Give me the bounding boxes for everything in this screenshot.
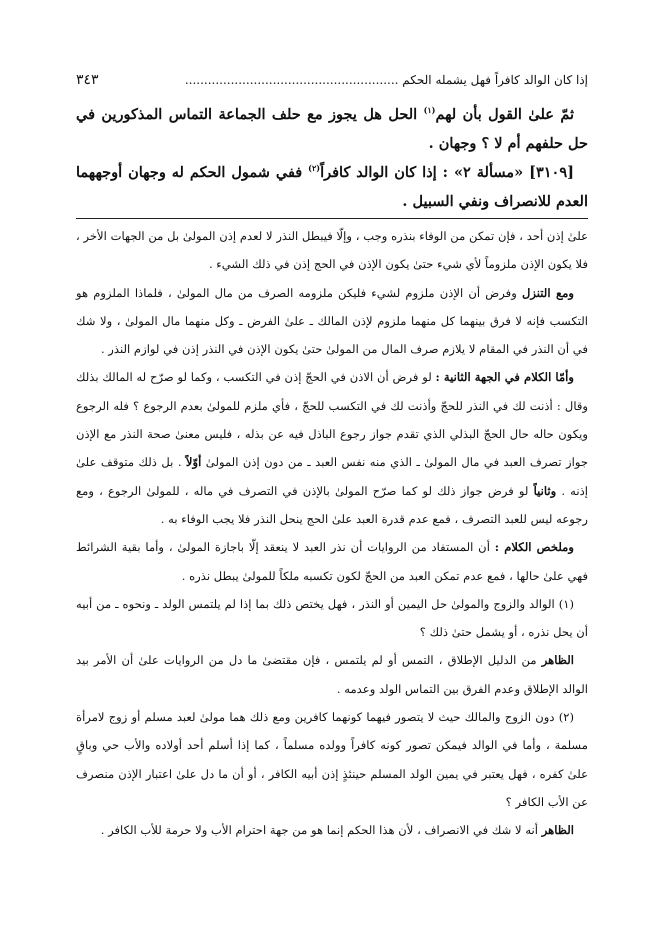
main-p1-text: ثمّ علىٰ القول بأن لهم [435,106,575,123]
paragraph-text: أن المستفاد من الروايات أن نذر العبد لا ينعقد إلّا باجازة المولىٰ ، وأما بقية الشرائط فهي علىٰ حالها ، فمع عدم تمكن العبد من الحجّ لكون تكسبه ملكاً للمولىٰ يبطل نذره . [76,540,588,583]
bold-lead: الظاهر [541,823,574,838]
issue-number: [٣١٠٩] [529,164,574,181]
paragraph-text: وفرض أن الإذن ملزوم لشيء فليكن ملزومه الصرف من مال المولىٰ ، فلماذا الملزوم هو التكسب فإنه لا فرق بينهما كل منهما ملزوم لإذن المالك ـ علىٰ الفرض ـ وكل منهما مال المولىٰ ، ولا شك في أن النذر في المقام لا يلازم صرف المال من المولىٰ حتىٰ يكون الإذن في النذر إذن في لوازم النذر . [76,285,588,357]
running-title [185,70,588,90]
paragraph-text: لو فرض أن الاذن في الحجّ إذن في التكسب ، وكما لو صرّح له المالك بذلك وقال : أذنت لك في النذر للحجّ وأذنت لك في التكسب للحجّ ، فأي ملزم للمولىٰ بعدم الرجوع ؟ فله الرجوع ويكون حاله حال الحجّ البذلي الذي تقدم جواز رجوع الباذل فيه عن بذله ، فليس معنىٰ صحة النذر مع الإذن جواز تصرف العبد في مال المولىٰ ـ الذي منه نفس العبد ـ من دون إذن المولىٰ [76,370,588,470]
issue-heading: «مسألة ٢» : إذا كان الوالد كافراً [320,164,530,181]
paragraph-text: من الدليل الإطلاق ، التمس أو لم يلتمس ، فإن مقتضىٰ ما دل من الروايات علىٰ أن الأمر بيد الوالد الإطلاق وعدم الفرق بين التماس الولد وعدمه . [76,653,588,696]
footnote-2-answer [76,816,588,844]
paragraph-text: لو فرض جواز ذلك لو كما صرّح المولىٰ بالإذن في التصرف في ماله ، للمولىٰ الرجوع ، ومع رجوعه ليس للعبد التصرف ، فمع عدم قدرة العبد علىٰ الحج ينحل النذر فلا يجب الوفاء به . [76,483,588,526]
main-text [76,100,588,216]
bold-lead: وأمّا الكلام في الجهة الثانية : [435,370,574,385]
leader-dots: ........................................................ [184,73,399,87]
footnote-1 [76,590,588,647]
bold-secondly: وثانياً [533,483,557,498]
footnotes [76,222,588,845]
footnote-ref-2: (٢) [308,163,321,174]
bold-firstly: أوّلاً [185,455,202,470]
footnote-1-answer [76,646,588,703]
page-header [76,70,588,90]
paragraph-text: (١) الوالد والزوج والمولىٰ حل اليمين أو النذر ، فهل يختص ذلك بما إذا لم يلتمس الولد ـ ونحوه ـ من أبيه أن يحل نذره ، أو يشمل حتىٰ ذلك ؟ [76,596,588,640]
bold-lead: الظاهر [541,653,574,668]
bold-lead: ومع التنزل [521,285,575,300]
main-paragraph-2 [76,158,588,216]
paragraph-text: . بل ذلك متوقف علىٰ إذنه . [76,455,588,498]
footnote-ref-1: (١) [423,105,436,116]
footnote-paragraph-summary [76,533,588,590]
main-p1-rest: الحل هل يجوز مع حلف الجماعة التماس المذكورين في حل حلفهم أم لا ؟ وجهان . [76,106,588,152]
footnote-separator [76,218,588,219]
paragraph-text: أنه لا شك في الانصراف ، لأن هذا الحكم إنما هو من جهة احترام الأب ولا حرمة للأب الكافر . [100,823,542,838]
footnote-continuation: علىٰ إذن أحد ، فإن تمكن من الوفاء بنذره وجب ، وإلّا فيبطل النذر لا لعدم إذن المولىٰ بل من الجهات الأخر ، فلا يكون الإذن ملزوماً لأي شيء حتىٰ يكون الإذن في الحج إذن في ذلك الشيء . [76,229,588,272]
footnote-paragraph-second-aspect [76,363,588,533]
page-number: ٣٤٣ [76,72,99,88]
footnote-paragraph-tanazzul [76,279,588,364]
paragraph-text: (٢) دون الزوج والمالك حيث لا يتصور فيهما كونهما كافرين ومع ذلك هما مولىٰ لعبد مسلم أو زوج لامرأة مسلمة ، وأما في الوالد فيمكن تصور كونه كافراً وولده مسلماً ، كما إذا أسلم أحد أولاده والأب حي وباقٍ علىٰ كفره ، فهل يعتبر في يمين الولد المسلم حينئذٍ إذن أبيه الكافر ، أو أن ما دل علىٰ اعتبار الإذن منصرف عن الأب الكافر ؟ [76,710,588,809]
main-paragraph-1 [76,100,588,158]
main-p2-rest: ففي شمول الحكم له وجهان أوجههما العدم للانصراف ونفي السبيل . [76,164,588,210]
footnote-2 [76,703,588,816]
running-title-text: إذا كان الوالد كافراً فهل يشمله الحكم [402,73,588,87]
bold-lead: وملخص الكلام : [494,540,574,555]
